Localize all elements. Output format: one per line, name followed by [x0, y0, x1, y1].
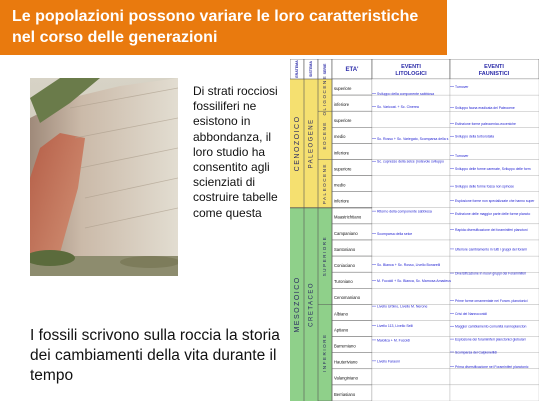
age-label: Berriasiano [334, 391, 356, 397]
litho-event: Ritorno della componente sabbiosa [377, 209, 432, 214]
header-label: SERIE [322, 63, 327, 75]
system-label: PALEOGENE [308, 118, 315, 169]
age-label: Hauteriviano [334, 359, 358, 365]
series-label: SUPERIORE [322, 235, 328, 277]
header-label: FAUNISTICI [478, 71, 510, 77]
series-label: PALEOCENE [322, 163, 328, 205]
strata-description: Di strati rocciosi fossiliferi ne esistono in abbondanza, il loro studio ha consentito agli scienziati di costruire tabelle come questa [193, 84, 278, 220]
fauna-event: Rapida diversificazione dei foraminiferi planctoni [455, 228, 528, 233]
litho-event: Sc. Varicoat. + Sc. Cinerea [377, 104, 419, 109]
litho-cell [372, 321, 450, 337]
age-label: Valanginiano [334, 375, 358, 381]
fossils-statement: I fossili scrivono sulla roccia la storia dei cambiamenti della vita durante il tempo [30, 327, 280, 384]
fauna-event: Esplosione dei foraminiferi planctonici globulari [455, 337, 526, 342]
fauna-event: Sviluppo della turborotalia [455, 134, 495, 139]
age-label: inferiore [334, 150, 350, 156]
fauna-event: Sviluppo fauna eradicata del Paleocene [455, 105, 515, 110]
age-label: medio [334, 134, 346, 140]
geologic-time-table [290, 59, 539, 401]
fauna-event: Estinzione delle maggior parte delle forme plancto [455, 212, 531, 217]
fauna-event: Prima diversificazione nei Foraminiferi planctonic [455, 364, 529, 369]
age-label: inferiore [334, 198, 350, 204]
fauna-event: Estinzione forme paleocenico-eoceniche [455, 121, 516, 126]
litho-event: Scomparsa della selce [377, 232, 413, 237]
litho-event: Sc. Bianca + Sc. Rosso, Livello Bonarelli [377, 262, 441, 267]
fauna-event: Turnover [455, 154, 469, 159]
age-label: Coniaciano [334, 263, 355, 269]
header-label: EVENTI [484, 64, 504, 70]
age-label: Aptiano [334, 327, 349, 333]
fauna-event: Ulteriore cambiamento in tutti i gruppi del forami [455, 247, 527, 252]
era-label: MESOZOICO [293, 276, 301, 333]
litho-cell [372, 176, 450, 192]
litho-cell [372, 143, 450, 159]
age-label: Albiano [334, 311, 348, 317]
fauna-event: Turnover [455, 84, 469, 89]
slide-title: Le popolazioni possono variare le loro caratteristiche nel corso delle generazioni [12, 8, 419, 46]
litho-event: Livello Faraoni [377, 359, 400, 364]
fauna-cell [450, 385, 539, 401]
age-label: inferiore [334, 102, 350, 108]
fauna-event: Crisi dei Nannoconidi [455, 311, 488, 316]
age-label: Maastrichtiano [334, 214, 362, 220]
litho-cell [372, 240, 450, 256]
age-label: Barremiano [334, 343, 356, 349]
fauna-event: Sviluppo delle forme carenate, Sviluppo delle form [455, 166, 531, 171]
litho-event: Sc. cupresso della selce (notevole sviluppo [377, 159, 444, 164]
litho-cell [372, 192, 450, 208]
litho-event: Sc. Rosso + Sc. Variegato, Scomparsa della s [377, 137, 449, 142]
litho-event: Sviluppo della componente sabbiosa [377, 92, 435, 97]
fauna-cell [450, 256, 539, 272]
litho-event: Maiolica + M. Fucoidi [377, 338, 410, 343]
header-label: EVENTI [401, 64, 421, 70]
litho-cell [372, 111, 450, 127]
header-label: ERATEMA [294, 60, 299, 78]
fauna-event: Prime forme ornamentate nei Foram. planctonici [455, 298, 528, 303]
series-label: INFERIORE [322, 333, 328, 372]
fauna-event: Scomparsa dei Calpionellidi [455, 350, 497, 355]
fauna-event: Maggior cambiamento comunità nannoplancton [455, 324, 527, 329]
age-label: Turoniano [334, 279, 353, 285]
litho-event: M. Fucoidi + Sc. Bianca, Sc. Marnosa Amadeus [377, 278, 452, 283]
litho-cell [372, 288, 450, 304]
fauna-event: Esplosione forme non specializzate che hanno super [455, 199, 535, 204]
header-label: LITOLOGICI [395, 71, 427, 77]
age-label: superiore [334, 85, 352, 91]
litho-event: Livello 113, Livello Selli [377, 323, 413, 328]
fauna-cell [450, 369, 539, 385]
age-label: Santoniano [334, 246, 356, 252]
series-label: OLIGOCENE [322, 74, 328, 116]
age-label: Campaniano [334, 230, 358, 236]
age-label: superiore [334, 118, 352, 124]
age-label: medio [334, 182, 346, 188]
litho-cell [372, 369, 450, 385]
age-label: Cenomaniano [334, 295, 361, 301]
system-label: CRETACEO [308, 281, 315, 327]
cliff-photo [30, 78, 178, 276]
title-bar [0, 0, 447, 55]
header-label: ETA' [345, 67, 359, 73]
series-label: EOCENE [322, 121, 328, 150]
fauna-cell [450, 176, 539, 192]
header-label: SISTEMA [308, 61, 313, 77]
fauna-event: Sviluppo delle forme fossa non spinose [455, 184, 514, 189]
litho-cell [372, 385, 450, 401]
era-label: CENOZOICO [293, 115, 301, 172]
litho-event: Livello Urbino, Livello M. Nerone [377, 304, 428, 309]
age-label: superiore [334, 166, 352, 172]
fauna-event: Diversificazione in nuovi gruppi dei Foraminiferi [455, 271, 527, 276]
